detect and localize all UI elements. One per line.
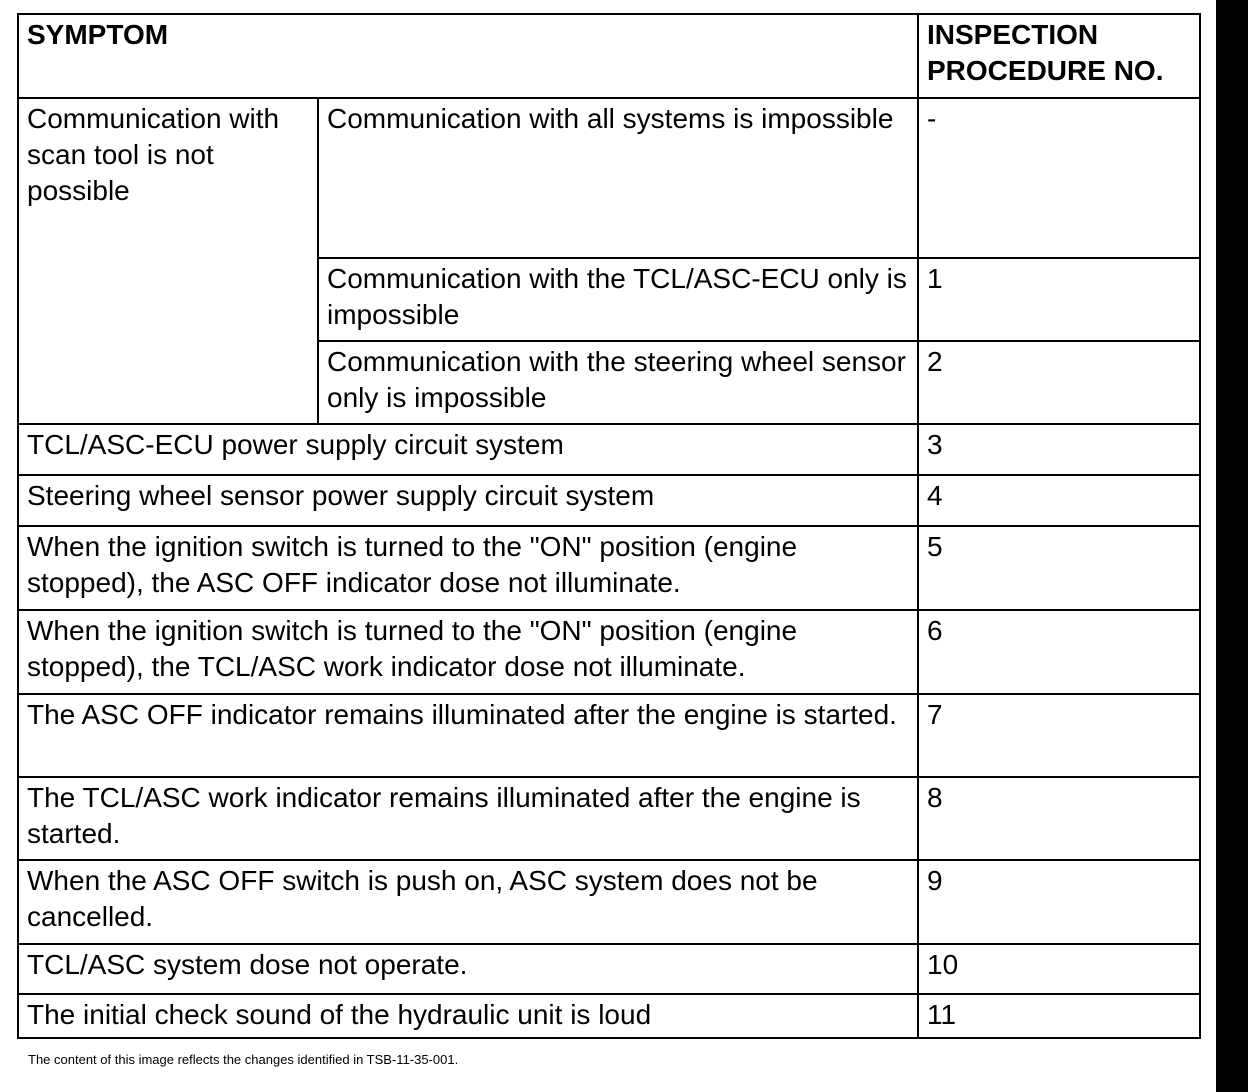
- symptom-cell: TCL/ASC system dose not operate.: [18, 944, 918, 994]
- table-row: [18, 475, 1200, 526]
- symptom-cell: When the ignition switch is turned to the "ON" position (engine stopped), the TCL/ASC work indicator dose not illuminate.: [18, 610, 918, 694]
- table-row: [18, 424, 1200, 475]
- procedure-cell: 5: [918, 526, 1200, 610]
- table-row: [18, 777, 1200, 860]
- table-row: [18, 610, 1200, 694]
- table-header-row: [18, 14, 1200, 98]
- symptom-cell: Communication with the steering wheel sensor only is impossible: [318, 341, 918, 424]
- table-row: [18, 860, 1200, 944]
- procedure-cell: 7: [918, 694, 1200, 777]
- table-row: [18, 994, 1200, 1038]
- procedure-cell: 3: [918, 424, 1200, 475]
- procedure-cell: 1: [918, 258, 1200, 341]
- table-row: [18, 944, 1200, 994]
- procedure-cell: 8: [918, 777, 1200, 860]
- procedure-cell: 6: [918, 610, 1200, 694]
- symptom-cell: The initial check sound of the hydraulic unit is loud: [18, 994, 918, 1038]
- symptom-cell: Communication with the TCL/ASC-ECU only is impossible: [318, 258, 918, 341]
- symptom-cell: TCL/ASC-ECU power supply circuit system: [18, 424, 918, 475]
- table-row: [18, 98, 1200, 258]
- header-symptom: SYMPTOM: [18, 14, 918, 98]
- procedure-cell: 4: [918, 475, 1200, 526]
- symptom-cell: When the ASC OFF switch is push on, ASC system does not be cancelled.: [18, 860, 918, 944]
- procedure-cell: 2: [918, 341, 1200, 424]
- procedure-cell: 11: [918, 994, 1200, 1038]
- footnote: The content of this image reflects the changes identified in TSB-11-35-001.: [28, 1052, 459, 1067]
- header-procedure: INSPECTION PROCEDURE NO.: [918, 14, 1200, 98]
- symptom-cell: Communication with all systems is impossible: [318, 98, 918, 258]
- symptom-table: [17, 13, 1201, 1039]
- table-row: [18, 694, 1200, 777]
- symptom-cell: Steering wheel sensor power supply circuit system: [18, 475, 918, 526]
- symptom-cell: When the ignition switch is turned to the "ON" position (engine stopped), the ASC OFF indicator dose not illuminate.: [18, 526, 918, 610]
- symptom-cell: The TCL/ASC work indicator remains illuminated after the engine is started.: [18, 777, 918, 860]
- symptom-cell: The ASC OFF indicator remains illuminated after the engine is started.: [18, 694, 918, 777]
- procedure-cell: 9: [918, 860, 1200, 944]
- procedure-cell: -: [918, 98, 1200, 258]
- right-edge-bar: [1216, 0, 1248, 1092]
- table-row: [18, 526, 1200, 610]
- procedure-cell: 10: [918, 944, 1200, 994]
- group-label: Communication with scan tool is not possible: [18, 98, 318, 424]
